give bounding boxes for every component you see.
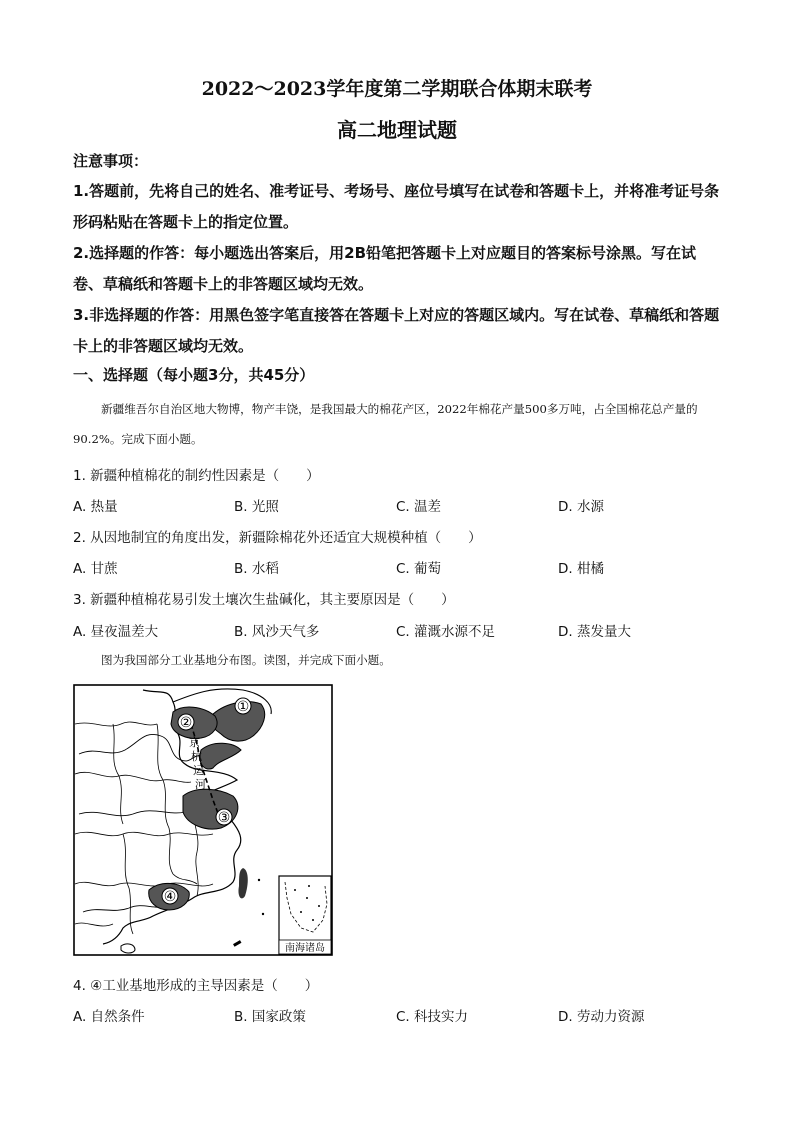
canal-char-4: 河 <box>195 778 206 791</box>
question-3-option-a[interactable]: A. 昼夜温差大 <box>73 624 159 640</box>
question-4-stem: 4. ④工业基地形成的主导因素是（ ） <box>73 978 319 994</box>
question-3-stem: 3. 新疆种植棉花易引发土壤次生盐碱化，其主要原因是（ ） <box>73 592 455 608</box>
question-4-option-b[interactable]: B. 国家政策 <box>234 1009 306 1025</box>
section-title: 一、选择题（每小题3分，共45分） <box>73 366 315 384</box>
notice-item-1: 1.答题前，先将自己的姓名、准考证号、考场号、座位号填写在试卷和答题卡上，并将准考证号条形码粘贴在答题卡上的指定位置。 <box>73 182 720 231</box>
question-2-stem: 2. 从因地制宜的角度出发，新疆除棉花外还适宜大规模种植（ ） <box>73 530 482 546</box>
question-2-option-a[interactable]: A. 甘蔗 <box>73 561 118 577</box>
marker-3-label: ③ <box>217 810 231 826</box>
question-3-option-b[interactable]: B. 风沙天气多 <box>234 624 320 640</box>
exam-title: 2022～2023学年度第二学期联合体期末联考 <box>201 78 593 100</box>
question-4-option-d[interactable]: D. 劳动力资源 <box>558 1009 645 1025</box>
question-3-option-d[interactable]: D. 蒸发量大 <box>558 624 631 640</box>
exam-subtitle: 高二地理试题 <box>337 118 457 142</box>
inset-label: 南海诸岛 <box>285 943 325 954</box>
question-1-option-d[interactable]: D. 水源 <box>558 499 604 515</box>
question-2-option-d[interactable]: D. 柑橘 <box>558 561 604 577</box>
question-4-option-c[interactable]: C. 科技实力 <box>396 1009 469 1025</box>
marker-4-label: ④ <box>163 889 177 905</box>
question-1-option-b[interactable]: B. 光照 <box>234 499 279 515</box>
canal-char-1: 京 <box>189 736 200 749</box>
question-1-option-a[interactable]: A. 热量 <box>73 499 118 515</box>
canal-char-2: 杭 <box>191 750 202 763</box>
material-xinjiang: 新疆维吾尔自治区地大物博，物产丰饶，是我国最大的棉花产区，2022年棉花产量500多万吨，占全国棉花总产量的90.2%。完成下面小题。 <box>73 402 698 446</box>
question-3-option-c[interactable]: C. 灌溉水源不足 <box>396 624 496 640</box>
question-4-option-a[interactable]: A. 自然条件 <box>73 1009 145 1025</box>
notice-heading: 注意事项： <box>73 152 149 170</box>
question-1-option-c[interactable]: C. 温差 <box>396 499 442 515</box>
question-2-option-c[interactable]: C. 葡萄 <box>396 561 442 577</box>
canal-char-3: 运 <box>193 764 204 777</box>
industrial-base-map <box>73 684 333 956</box>
marker-1-label: ① <box>236 699 250 715</box>
notice-item-2: 2.选择题的作答：每小题选出答案后，用2B铅笔把答题卡上对应题目的答案标号涂黑。写在试卷、草稿纸和答题卡上的非答题区域均无效。 <box>73 244 697 293</box>
question-2-option-b[interactable]: B. 水稻 <box>234 561 279 577</box>
notice-item-3: 3.非选择题的作答：用黑色签字笔直接答在答题卡上对应的答题区域内。写在试卷、草稿纸和答题卡上的非答题区域均无效。 <box>73 306 720 355</box>
question-1-stem: 1. 新疆种植棉花的制约性因素是（ ） <box>73 468 320 484</box>
marker-2-label: ② <box>179 715 193 731</box>
material-industrial-bases: 图为我国部分工业基地分布图。读图，并完成下面小题。 <box>101 653 391 667</box>
